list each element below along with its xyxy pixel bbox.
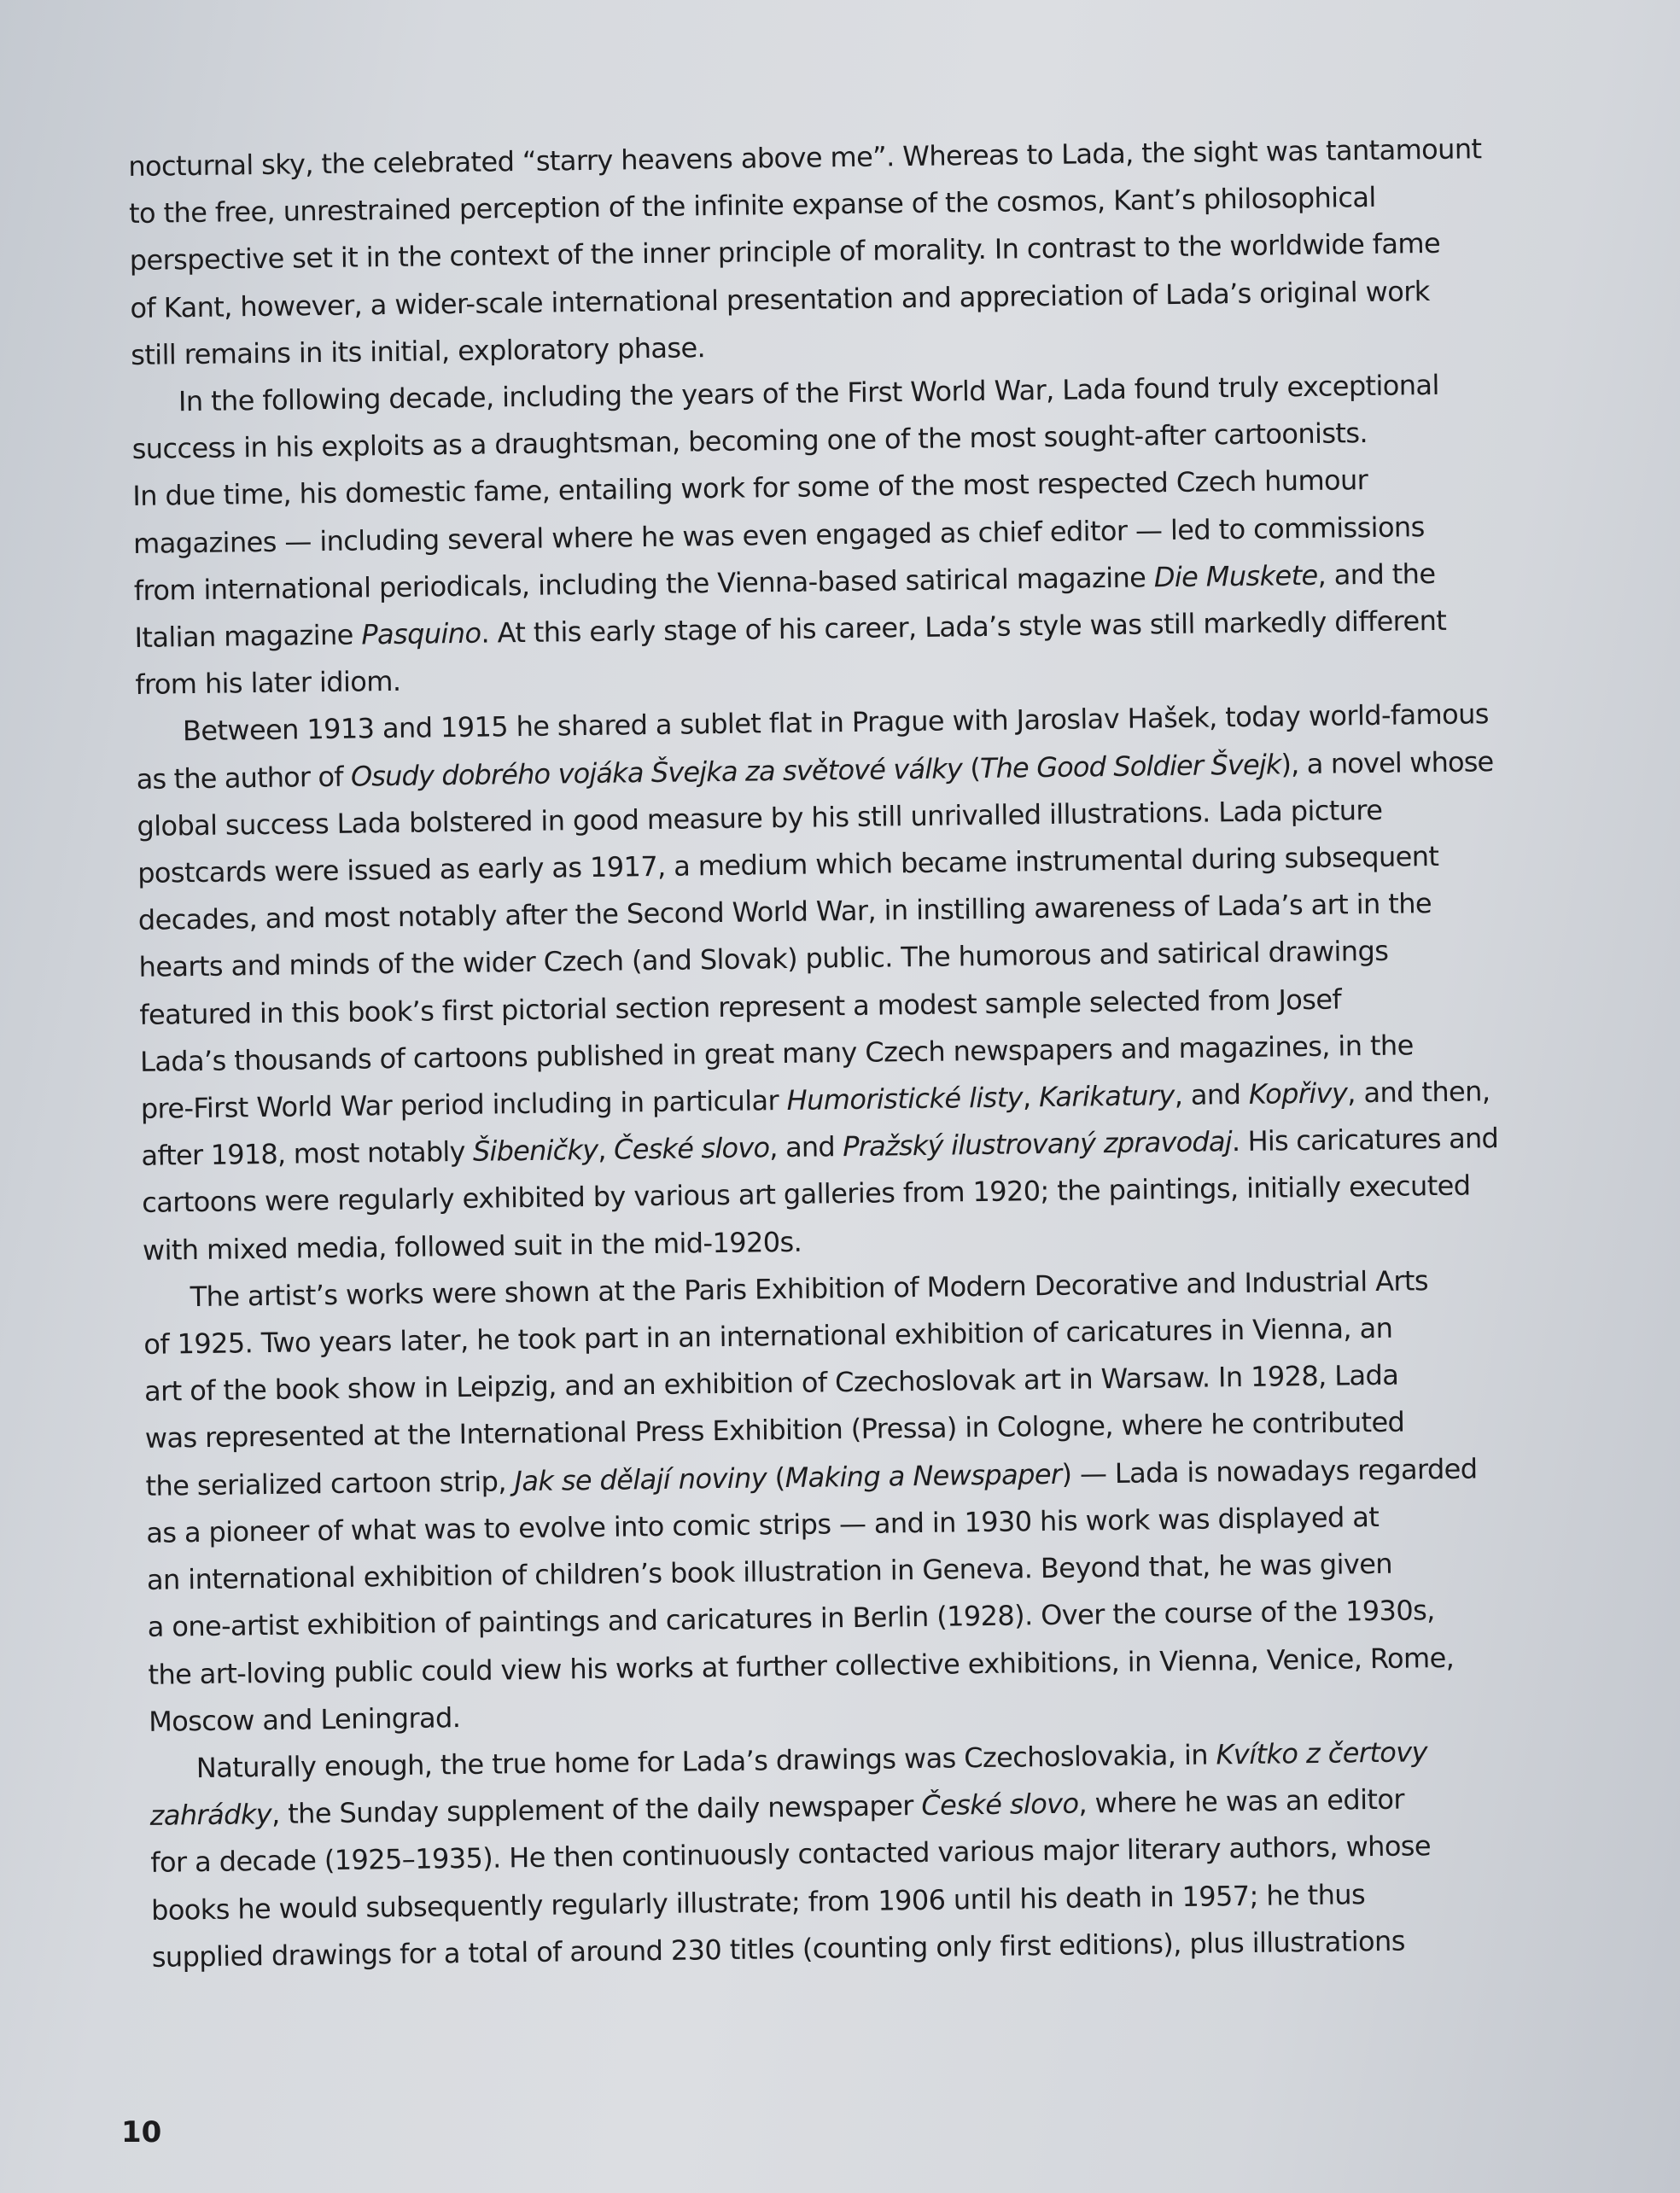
italic-title: Making a Newspaper [785,1457,1062,1494]
italic-title: Pasquino [361,616,481,651]
body-text [128,125,1509,1981]
text-run: hearts and minds of the wider Czech (and Slovak) public. The humorous and satirical drawings [138,935,1389,984]
text-run: , and then, [1347,1075,1490,1110]
text-run: to the free, unrestrained perception of the infinite expanse of the cosmos, Kant’s philosophical [128,181,1376,230]
italic-title: Jak se dělají noviny [514,1461,767,1497]
text-run: , where he was an editor [1078,1782,1405,1820]
text-run: , and [769,1130,843,1164]
text-run: featured in this book’s first pictorial section represent a modest sample selected from Josef [139,983,1342,1031]
page-number: 10 [121,2115,162,2149]
text-run: decades, and most notably after the Second World War, in instilling awareness of Lada’s art in the [137,887,1432,937]
text-run: an international exhibition of children’s book illustration in Geneva. Beyond that, he was given [146,1547,1393,1596]
text-run: In the following decade, including the years of the First World War, Lada found truly exceptional [178,368,1439,418]
paragraph [136,691,1501,1274]
italic-title: Karikatury [1038,1079,1175,1114]
text-run: perspective set it in the context of the inner principle of morality. In contrast to the worldwide fame [129,227,1441,277]
italic-title: Osudy dobrého vojáka Švejka za světové války [350,751,963,793]
text-run: from his later idiom. [135,665,401,702]
italic-title: Kopřivy [1248,1076,1348,1111]
text-run: was represented at the International Press Exhibition (Pressa) in Cologne, where he contributed [144,1406,1405,1455]
text-run: , and the [1317,557,1436,592]
text-run: art of the book show in Leipzig, and an exhibition of Czechoslovak art in Warsaw. In 1928, Lada [143,1358,1399,1409]
text-run: . At this early stage of his career, Lada’s style was still markedly different [481,604,1447,650]
text-run: supplied drawings for a total of around 230 titles (counting only first editions), plus illustrations [151,1924,1406,1974]
text-run: Italian magazine [134,618,362,654]
italic-title: Humoristické listy [786,1081,1024,1117]
text-run: magazines — including several where he was even engaged as chief editor — led to commissions [132,510,1425,560]
italic-title: Die Muskete [1153,558,1318,594]
paragraph [149,1728,1509,1981]
italic-title: Kvítko z čertovy [1216,1735,1428,1771]
text-run: , [1022,1081,1040,1114]
text-run: , the Sunday supplement of the daily newspaper [271,1789,922,1831]
text-run: ( [766,1461,785,1495]
text-run: a one-artist exhibition of paintings and caricatures in Berlin (1928). Over the course of the 1930s, [147,1594,1435,1644]
text-run: postcards were issued as early as 1917, a medium which became instrumental during subsequent [137,840,1439,889]
italic-title: Šibeničky [472,1134,598,1169]
italic-title: České slovo [921,1787,1079,1823]
text-run: with mixed media, followed suit in the mid-1920s. [142,1225,802,1267]
text-run: In due time, his domestic fame, entailing work for some of the most respected Czech humour [132,464,1368,513]
text-run: . His caricatures and [1231,1122,1499,1158]
text-run: success in his exploits as a draughtsman, becoming one of the most sought-after cartoonists. [131,417,1368,466]
text-run: books he would subsequently regularly illustrate; from 1906 until his death in 1957; he thus [150,1877,1366,1927]
text-run: The artist’s works were shown at the Paris Exhibition of Modern Decorative and Industrial Arts [190,1264,1429,1314]
text-run: as the author of [136,760,352,796]
text-run: for a decade (1925–1935). He then continuously contacted various major literary authors, whose [150,1829,1432,1880]
text-run: as a pioneer of what was to evolve into comic strips — and in 1930 his work was displayed at [146,1500,1380,1549]
text-run: nocturnal sky, the celebrated “starry heavens above me”. Whereas to Lada, the sight was tantamount [128,132,1482,183]
text-run: the art-loving public could view his works at further collective exhibitions, in Vienna, Venice, Rome, [148,1641,1455,1691]
paragraph [128,125,1488,379]
italic-title: Pražský ilustrovaný zpravodaj [843,1125,1233,1164]
italic-title: The Good Soldier Švejk [979,748,1281,784]
text-run: Moscow and Leningrad. [148,1700,461,1738]
text-run: from international periodicals, including the Vienna-based satirical magazine [133,561,1155,607]
text-run: ( [961,751,981,784]
text-run: , and [1174,1077,1250,1112]
text-run: of Kant, however, a wider-scale international presentation and appreciation of Lada’s original work [130,274,1430,324]
text-run: Between 1913 and 1915 he shared a sublet flat in Prague with Jaroslav Hašek, today world-famous [182,697,1490,748]
text-run: ), a novel whose [1280,744,1494,781]
text-run: pre-First World War period including in particular [140,1084,787,1125]
text-run: Naturally enough, the true home for Lada’s drawings was Czechoslovakia, in [195,1738,1216,1785]
text-run: ) — Lada is nowadays regarded [1061,1452,1478,1490]
text-run: still remains in its initial, exploratory phase. [130,330,706,371]
text-run: cartoons were regularly exhibited by various art galleries from 1920; the paintings, initially executed [142,1169,1471,1220]
text-run: of 1925. Two years later, he took part in an international exhibition of caricatures in Vienna, an [143,1311,1393,1361]
text-run: , [598,1133,615,1167]
italic-title: zahrádky [149,1798,272,1832]
text-run: the serialized cartoon strip, [145,1464,515,1502]
text-run: Lada’s thousands of cartoons published in great many Czech newspapers and magazines, in the [139,1029,1414,1078]
italic-title: České slovo [613,1131,770,1166]
text-run: after 1918, most notably [141,1135,474,1173]
paragraph [143,1257,1506,1746]
paragraph [131,361,1493,709]
text-run: global success Lada bolstered in good measure by his still unrivalled illustrations. Lada picture [137,793,1383,843]
